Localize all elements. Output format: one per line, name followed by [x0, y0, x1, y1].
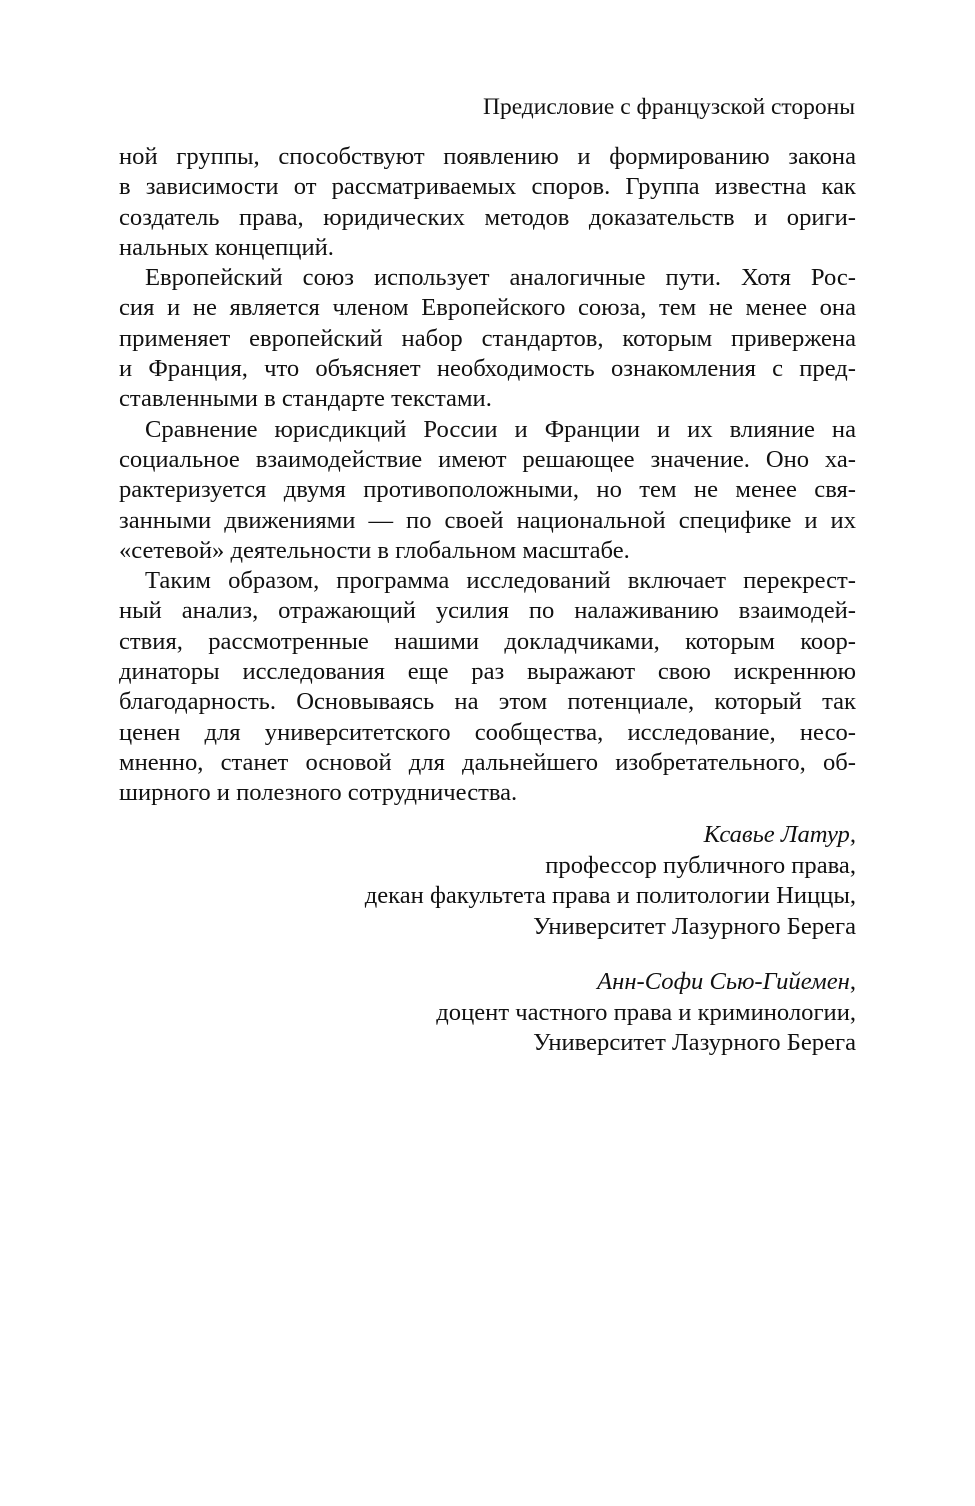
text-line: в зависимости от рассматриваемых споров. Группа известна как	[119, 173, 856, 201]
text-line: ствия, рассмотренные нашими докладчиками, которым коор-	[119, 627, 856, 655]
paragraph-2	[119, 263, 856, 414]
signature-block-latour	[119, 820, 856, 942]
text-line: мненно, станет основой для дальнейшего изобретательного, об-	[119, 748, 856, 776]
paragraph-3	[119, 415, 856, 566]
text-line: создатель права, юридических методов доказательств и ориги-	[119, 203, 856, 231]
paragraph-4	[119, 566, 856, 808]
text-line: ной группы, способствуют появлению и формированию закона	[119, 143, 856, 170]
signature-affiliation: Университет Лазурного Берега	[533, 912, 856, 940]
text-line: ширного и полезного сотрудничества.	[119, 779, 518, 807]
paragraph-1	[119, 142, 856, 263]
text-line: применяет европейский набор стандартов, которым привержена	[119, 324, 856, 352]
text-line: динаторы исследования еще раз выражают свою искреннюю	[119, 658, 856, 686]
signature-name-line	[119, 967, 856, 998]
signature-name-comma: ,	[849, 968, 856, 995]
text-line: ценен для университетского сообщества, исследование, несо-	[119, 718, 856, 746]
signature-block-sue-guillemin	[119, 967, 856, 1059]
signature-name: Анн-Софи Сью-Гийемен	[597, 968, 850, 995]
text-line: «сетевой» деятельности в глобальном масштабе.	[119, 536, 630, 564]
text-line: Таким образом, программа исследований включает перекрест-	[145, 567, 856, 595]
signature-affiliation: Университет Лазурного Берега	[533, 1029, 856, 1056]
text-line: ставленными в стандарте текстами.	[119, 385, 492, 413]
text-line: нальных концепций.	[119, 233, 334, 261]
text-line: занными движениями — по своей национальной специфике и их	[119, 506, 856, 534]
text-line: рактеризуется двумя противоположными, но тем не менее свя-	[119, 476, 856, 504]
signature-title: профессор публичного права,	[545, 851, 856, 879]
body-text	[119, 142, 856, 809]
signature-title: декан факультета права и политологии Ниццы,	[364, 882, 856, 909]
text-line: Сравнение юрисдикций России и Франции и их влияние на	[145, 415, 856, 443]
text-line: и Франция, что объясняет необходимость ознакомления с пред-	[119, 355, 856, 383]
text-line: социальное взаимодействие имеют решающее значение. Оно ха-	[119, 445, 856, 473]
text-line: Европейский союз использует аналогичные пути. Хотя Рос-	[145, 264, 856, 292]
text-line: сия и не является членом Европейского союза, тем не менее она	[119, 294, 856, 322]
signature-name: Ксавье Латур,	[703, 821, 856, 848]
signature-title: доцент частного права и криминологии,	[436, 998, 856, 1026]
text-line: ный анализ, отражающий усилия по налаживанию взаимодей-	[119, 597, 856, 625]
text-line: благодарность. Основываясь на этом потенциале, который так	[119, 688, 856, 716]
running-head: Предисловие с французской стороны	[482, 94, 855, 120]
